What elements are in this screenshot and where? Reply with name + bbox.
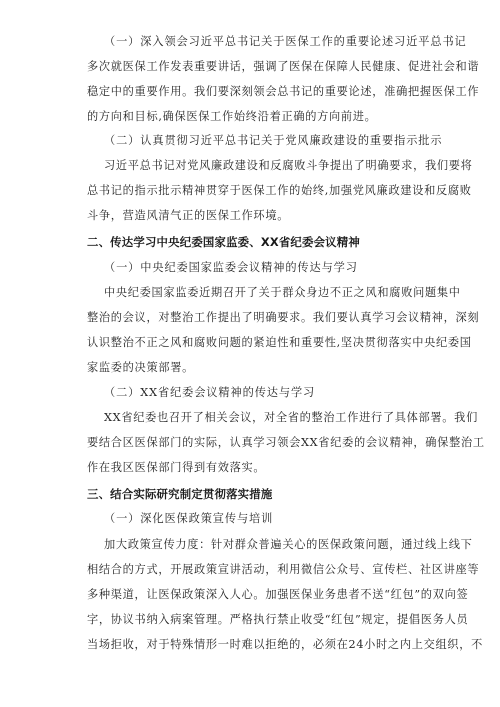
text-line-6: 习近平总书记对党风廉政建设和反腐败斗争提出了明确要求，我们要将 bbox=[104, 159, 473, 172]
text-line-24: 字，协议书纳入病案管理。严格执行禁止收受“红包”规定，提倡医务人员 bbox=[87, 613, 469, 626]
section-heading-3: 三、结合实际研究制定贯彻落实措施 bbox=[87, 487, 273, 501]
text-line-23: 多种渠道，让医保政策深入人心。加强医保业务患者不送“红包”的双向签 bbox=[87, 588, 469, 601]
text-line-8: 斗争，营造风清气正的医保工作环境。 bbox=[87, 209, 290, 222]
subheading-1-2: （二）认真贯彻习近平总书记关于党风廉政建设的重要指示批示 bbox=[104, 134, 443, 147]
text-line-17: 要结合区医保部门的实际，认真学习领会XX省纪委的会议精神，确保整治工 bbox=[87, 436, 485, 449]
section-heading-2: 二、传达学习中央纪委国家监委、XX省纪委会议精神 bbox=[87, 235, 360, 249]
text-line-25: 当场拒收，对于特殊情形一时难以拒绝的，必须在24小时之内上交组织，不 bbox=[87, 638, 484, 651]
text-line-14: 家监委的决策部署。 bbox=[87, 361, 194, 374]
text-line-12: 整治的会议，对整治工作提出了明确要求。我们要认真学习会议精神，深刻 bbox=[87, 311, 480, 324]
text-line-1: （一）深入领会习近平总书记关于医保工作的重要论述习近平总书记 bbox=[104, 35, 467, 48]
text-line-21: 加大政策宣传力度：针对群众普遍关心的医保政策问题，通过线上线下 bbox=[104, 538, 473, 551]
text-line-13: 认识整治不正之风和腐败问题的紧迫性和重要性,坚决贯彻落实中央纪委国 bbox=[87, 336, 472, 349]
text-line-2: 多次就医保工作发表重要讲话，强调了医保在保障人民健康、促进社会和谐 bbox=[87, 60, 480, 73]
subheading-2-2: （二）XX省纪委会议精神的传达与学习 bbox=[104, 386, 316, 399]
text-line-7: 总书记的指示批示精神贯穿于医保工作的始终,加强党风廉政建设和反腐败 bbox=[87, 184, 472, 197]
text-line-18: 作在我区医保部门得到有效落实。 bbox=[87, 461, 266, 474]
text-line-3: 稳定中的重要作用。我们要深刻领会总书记的重要论述，准确把握医保工作 bbox=[87, 85, 480, 98]
text-line-16: XX省纪委也召开了相关会议，对全省的整治工作进行了具体部署。我们 bbox=[104, 411, 478, 424]
subheading-2-1: （一）中央纪委国家监委会议精神的传达与学习 bbox=[104, 261, 358, 274]
text-line-22: 相结合的方式，开展政策宣讲活动，利用微信公众号、宣传栏、社区讲座等 bbox=[87, 563, 480, 576]
text-line-11: 中央纪委国家监委近期召开了关于群众身边不正之风和腐败问题集中 bbox=[104, 286, 461, 299]
subheading-3-1: （一）深化医保政策宣传与培训 bbox=[104, 512, 274, 525]
text-line-4: 的方向和目标,确保医保工作始终沿着正确的方向前进。 bbox=[87, 110, 377, 123]
